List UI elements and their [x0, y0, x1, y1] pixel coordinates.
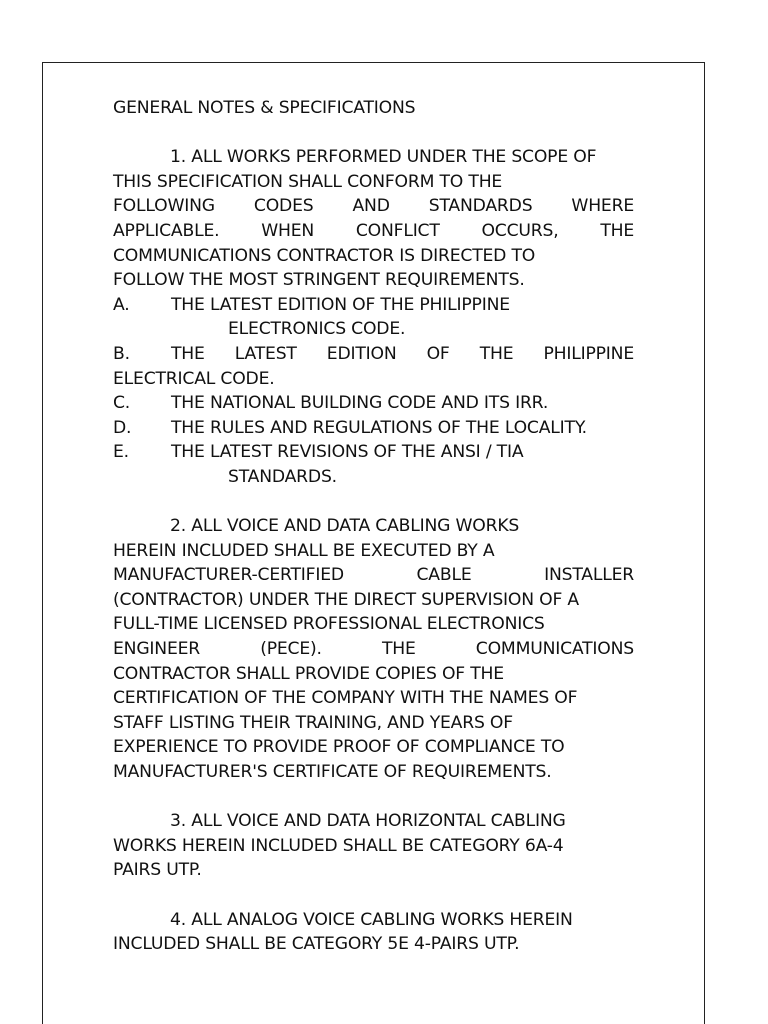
- page-title: GENERAL NOTES & SPECIFICATIONS: [113, 98, 416, 118]
- note-2-line: MANUFACTURER-CERTIFIED CABLE INSTALLER: [113, 565, 634, 586]
- note-1-line: FOLLOW THE MOST STRINGENT REQUIREMENTS.: [113, 270, 525, 291]
- note-2-line: MANUFACTURER'S CERTIFICATE OF REQUIREMENTS.: [113, 762, 552, 783]
- list-letter: E.: [113, 442, 129, 463]
- note-2-line: FULL-TIME LICENSED PROFESSIONAL ELECTRONICS: [113, 614, 545, 635]
- note-1-line: THIS SPECIFICATION SHALL CONFORM TO THE: [113, 171, 503, 192]
- list-item-continuation: ELECTRICAL CODE.: [113, 368, 275, 389]
- list-text: THE LATEST REVISIONS OF THE ANSI / TIA: [171, 442, 524, 463]
- list-item-e: [113, 440, 634, 465]
- note-1-line: FOLLOWING CODES AND STANDARDS WHERE: [113, 196, 634, 217]
- list-text: THE LATEST EDITION OF THE PHILIPPINE: [171, 294, 510, 315]
- note-1-line: APPLICABLE. WHEN CONFLICT OCCURS, THE: [113, 220, 634, 241]
- note-3-line: 3. ALL VOICE AND DATA HORIZONTAL CABLING: [170, 811, 566, 832]
- note-1: [113, 145, 634, 489]
- list-letter: C.: [113, 393, 131, 414]
- list-item-d: [113, 416, 634, 441]
- note-2-line: CONTRACTOR SHALL PROVIDE COPIES OF THE: [113, 663, 504, 684]
- list-item-b: [113, 342, 634, 367]
- note-2-line: ENGINEER (PECE). THE COMMUNICATIONS: [113, 639, 634, 660]
- note-2-line: STAFF LISTING THEIR TRAINING, AND YEARS OF: [113, 712, 513, 733]
- list-letter: A.: [113, 294, 130, 315]
- list-text: THE RULES AND REGULATIONS OF THE LOCALITY.: [171, 417, 587, 438]
- list-text: THE NATIONAL BUILDING CODE AND ITS IRR.: [171, 393, 549, 414]
- note-2-line: CERTIFICATION OF THE COMPANY WITH THE NAMES OF: [113, 688, 578, 709]
- note-1-line: 1. ALL WORKS PERFORMED UNDER THE SCOPE OF: [170, 147, 597, 168]
- note-4-line: INCLUDED SHALL BE CATEGORY 5E 4-PAIRS UTP.: [113, 934, 520, 955]
- note-3-line: PAIRS UTP.: [113, 860, 202, 881]
- list-item-continuation: ELECTRONICS CODE.: [228, 319, 406, 340]
- note-2-line: HEREIN INCLUDED SHALL BE EXECUTED BY A: [113, 540, 495, 561]
- list-letter: D.: [113, 417, 132, 438]
- note-2-line: (CONTRACTOR) UNDER THE DIRECT SUPERVISION OF A: [113, 589, 579, 610]
- notes-content: [113, 96, 634, 981]
- note-1-line: COMMUNICATIONS CONTRACTOR IS DIRECTED TO: [113, 245, 536, 266]
- note-3-line: WORKS HEREIN INCLUDED SHALL BE CATEGORY 6A-4: [113, 835, 564, 856]
- list-letter: B.: [113, 343, 130, 364]
- note-2-line: EXPERIENCE TO PROVIDE PROOF OF COMPLIANCE TO: [113, 737, 565, 758]
- note-4: [113, 908, 634, 957]
- note-2: [113, 514, 634, 785]
- note-4-line: 4. ALL ANALOG VOICE CABLING WORKS HEREIN: [170, 909, 573, 930]
- list-text: THE LATEST EDITION OF THE PHILIPPINE: [171, 343, 634, 364]
- note-3: [113, 809, 634, 883]
- list-item-continuation: STANDARDS.: [228, 466, 337, 487]
- list-item-a: [113, 293, 634, 318]
- note-2-line: 2. ALL VOICE AND DATA CABLING WORKS: [170, 516, 520, 537]
- list-item-c: [113, 391, 634, 416]
